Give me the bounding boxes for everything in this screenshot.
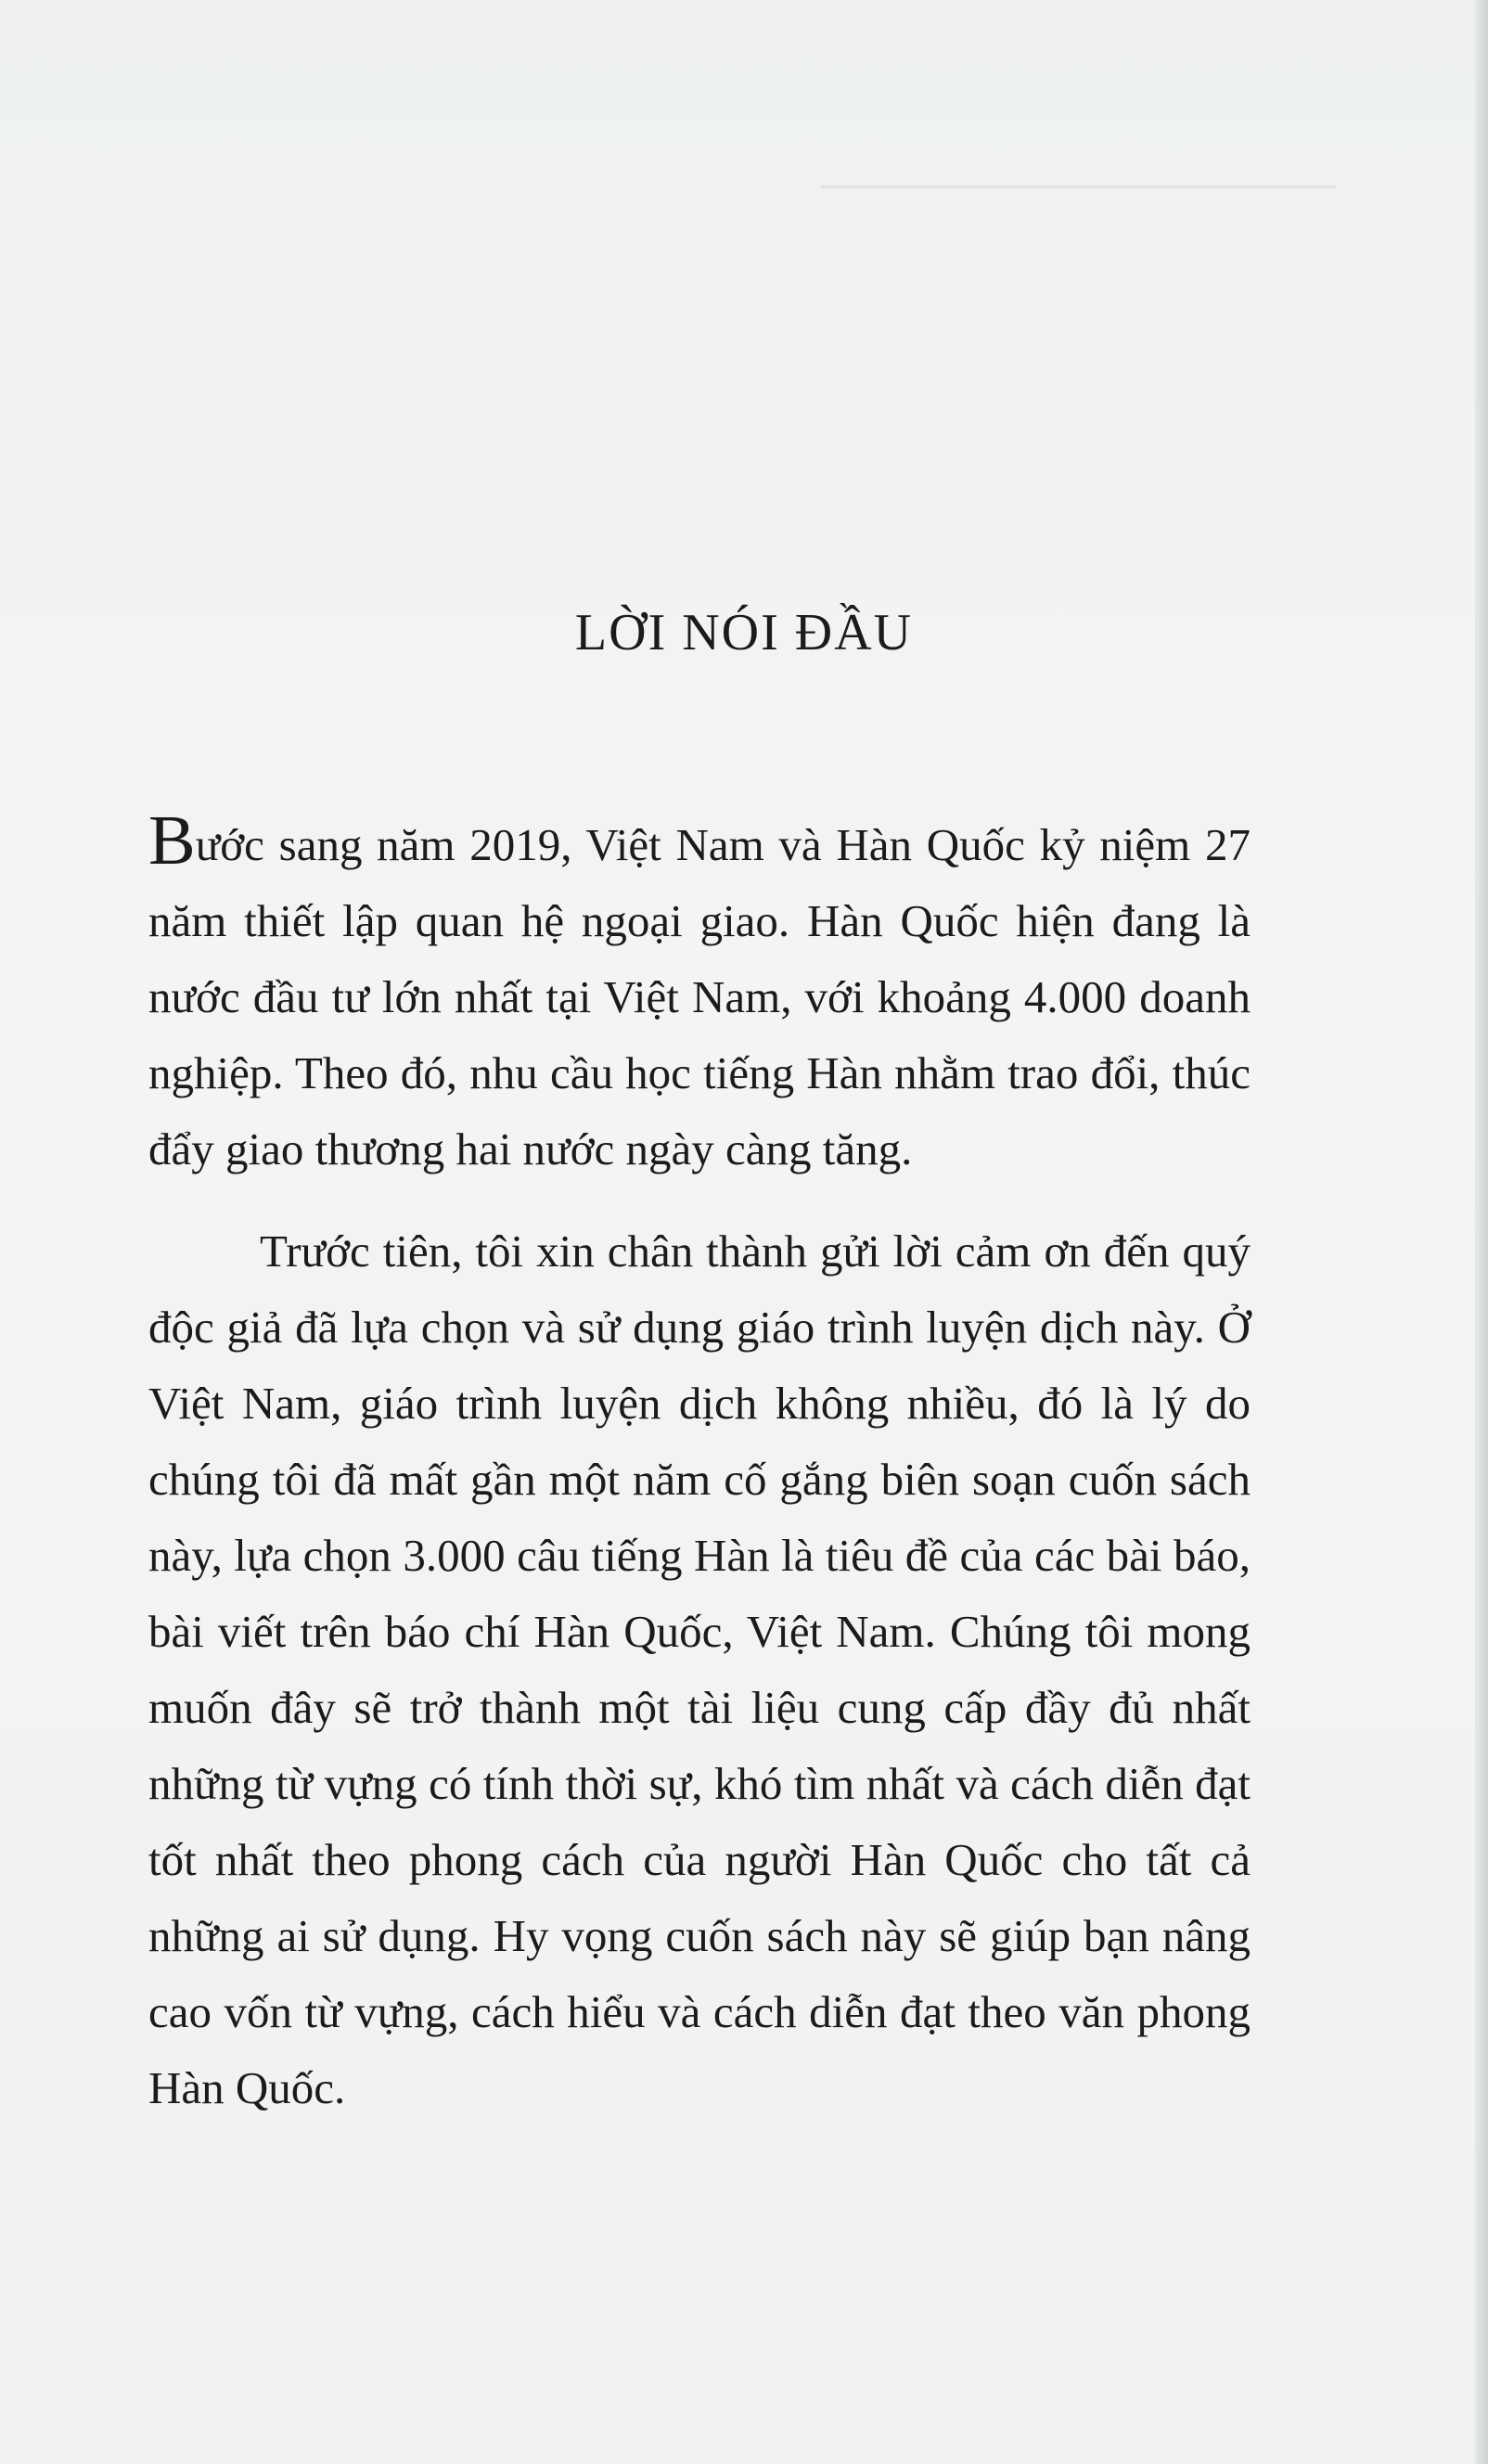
page-title: LỜI NÓI ĐẦU xyxy=(574,604,914,661)
page-edge xyxy=(1475,0,1488,2464)
body-text xyxy=(148,802,1251,2126)
show-through-rule xyxy=(821,186,1336,188)
paragraph-1-text: ước sang năm 2019, Việt Nam và Hàn Quốc kỷ niệm 27 năm thiết lập quan hệ ngoại giao. Hàn Quốc hiện đang là nước đầu tư lớn nhất tại Việt Nam, với khoảng 4.000 doanh nghiệp. Theo đó, nhu cầu học tiếng Hàn nhằm trao đổi, thúc đẩy giao thương hai nước ngày càng tăng. xyxy=(148,819,1251,1174)
paragraph-1 xyxy=(148,802,1251,1187)
drop-cap: B xyxy=(148,802,196,879)
paragraph-2: Trước tiên, tôi xin chân thành gửi lời cảm ơn đến quý độc giả đã lựa chọn và sử dụng giáo trình luyện dịch này. Ở Việt Nam, giáo trình luyện dịch không nhiều, đó là lý do chúng tôi đã mất gần một năm cố gắng biên soạn cuốn sách này, lựa chọn 3.000 câu tiếng Hàn là tiêu đề của các bài báo, bài viết trên báo chí Hàn Quốc, Việt Nam. Chúng tôi mong muốn đây sẽ trở thành một tài liệu cung cấp đầy đủ nhất những từ vựng có tính thời sự, khó tìm nhất và cách diễn đạt tốt nhất theo phong cách của người Hàn Quốc cho tất cả những ai sử dụng. Hy vọng cuốn sách này sẽ giúp bạn nâng cao vốn từ vựng, cách hiểu và cách diễn đạt theo văn phong Hàn Quốc. xyxy=(148,1226,1251,2113)
